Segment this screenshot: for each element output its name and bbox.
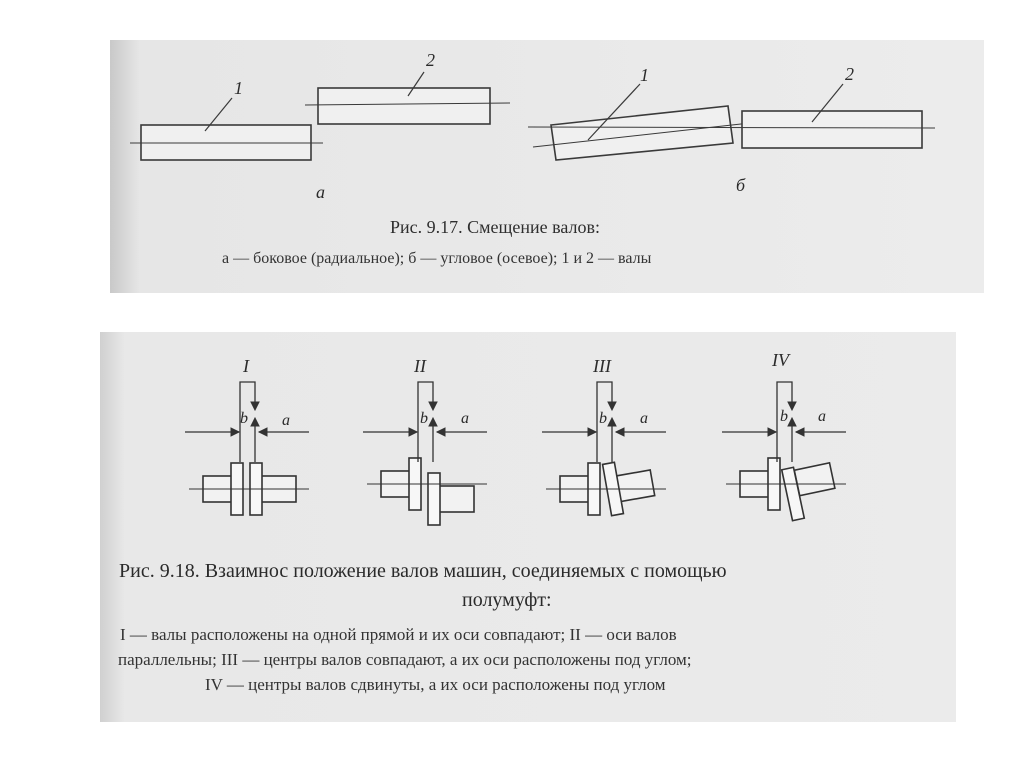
subfigure-label-b: б — [736, 175, 746, 195]
case-label-I: I — [243, 356, 249, 376]
arrowhead-left-a-I — [231, 428, 239, 436]
right-shaft-IV — [794, 463, 835, 496]
figure-9-18-legend-line2: параллельны; III — центры валов совпадают, а их оси расположены под углом; — [118, 650, 692, 669]
figure-9-18-caption-line1: Рис. 9.18. Взаимнос положение валов машин, соединяемых с помощью — [119, 560, 727, 582]
subfigure-label-a: а — [316, 182, 325, 202]
arrow-down-b-IV — [788, 402, 796, 410]
arrowhead-right-a-II — [437, 428, 445, 436]
figure-9-18-legend-line1: I — валы расположены на одной прямой и их оси совпадают; II — оси валов — [120, 625, 677, 644]
arrow-up-b-II — [429, 418, 437, 426]
arrow-up-b-III — [608, 418, 616, 426]
gap-letter-b-II: b — [420, 410, 428, 427]
arrowhead-left-a-II — [409, 428, 417, 436]
arrowhead-left-a-IV — [768, 428, 776, 436]
figure-9-17-legend: а — боковое (радиальное); б — угловое (осевое); 1 и 2 — валы — [222, 250, 652, 267]
gap-letter-b-IV: b — [780, 408, 788, 425]
shaft-number-2-left: 2 — [426, 50, 435, 70]
gap-letter-a-II: a — [461, 410, 469, 427]
gap-letter-b-I: b — [240, 410, 248, 427]
case-label-IV: IV — [772, 350, 789, 370]
figure-9-18-legend-line3: IV — центры валов сдвинуты, а их оси расположены под углом — [205, 675, 666, 694]
right-shaft-II — [438, 486, 474, 512]
shaft-number-1-right: 1 — [640, 65, 649, 85]
gap-letter-a-III: a — [640, 410, 648, 427]
arrow-up-b-IV — [788, 418, 796, 426]
arrowhead-right-a-I — [259, 428, 267, 436]
figure-9-17-caption: Рис. 9.17. Смещение валов: — [390, 217, 601, 237]
arrowhead-right-a-III — [616, 428, 624, 436]
case-label-III: III — [593, 356, 611, 376]
arrowhead-left-a-III — [588, 428, 596, 436]
figure-9-18-caption-line2: полумуфт: — [462, 589, 552, 611]
shaft-number-2-right: 2 — [845, 64, 854, 84]
arrow-up-b-I — [251, 418, 259, 426]
gap-letter-b-III: b — [599, 410, 607, 427]
arrow-down-b-I — [251, 402, 259, 410]
right-half-coupling-II — [428, 473, 440, 525]
shaft-number-1-left: 1 — [234, 78, 243, 98]
case-label-II: II — [414, 356, 426, 376]
arrowhead-right-a-IV — [796, 428, 804, 436]
arrow-down-b-II — [429, 402, 437, 410]
gap-letter-a-IV: a — [818, 408, 826, 425]
arrow-down-b-III — [608, 402, 616, 410]
gap-letter-a-I: a — [282, 412, 290, 429]
